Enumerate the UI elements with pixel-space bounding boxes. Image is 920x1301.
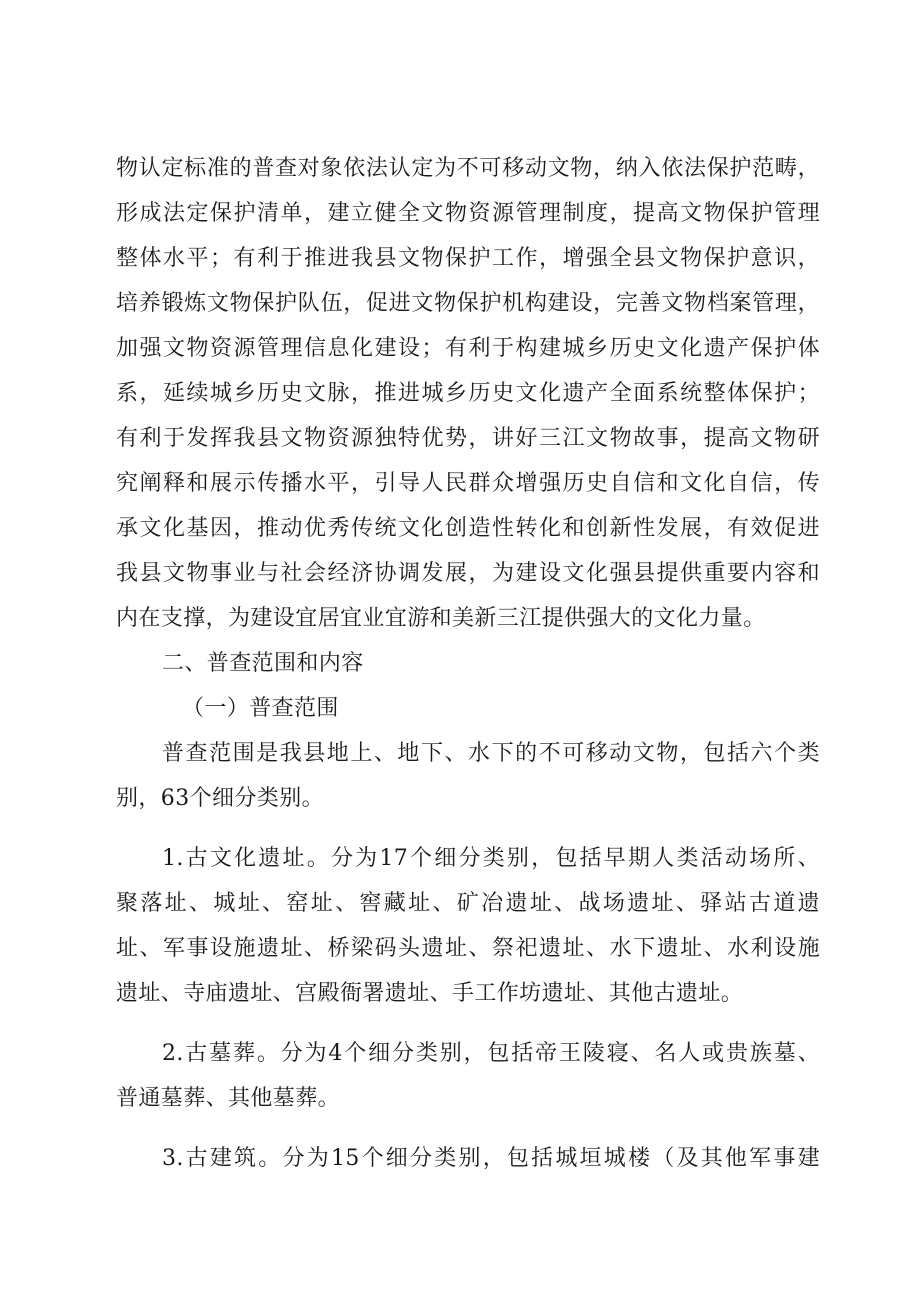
list-item-first-line: 2.古墓葬。分为4个细分类别，包括帝王陵寝、名人或贵族墓、 (162, 1041, 820, 1066)
body-line: 系，延续城乡历史文脉，推进城乡历史文化遗产全面系统整体保护； (116, 381, 820, 406)
body-line: 有利于发挥我县文物资源独特优势，讲好三江文物故事，提高文物研 (116, 426, 820, 451)
body-line: 我县文物事业与社会经济协调发展，为建设文化强县提供重要内容和 (116, 561, 820, 586)
subsection-heading: （一）普查范围 (182, 696, 339, 721)
body-line: 普查范围是我县地上、地下、水下的不可移动文物，包括六个类 (162, 741, 820, 766)
body-line: 址、军事设施遗址、桥梁码头遗址、祭祀遗址、水下遗址、水利设施 (116, 936, 820, 961)
section-heading: 二、普查范围和内容 (162, 651, 364, 676)
list-item-first-line: 1.古文化遗址。分为17个细分类别，包括早期人类活动场所、 (162, 846, 820, 871)
body-line: 承文化基因，推动优秀传统文化创造性转化和创新性发展，有效促进 (116, 516, 820, 541)
body-line: 整体水平；有利于推进我县文物保护工作，增强全县文物保护意识， (116, 246, 820, 271)
body-line: 普通墓葬、其他墓葬。 (116, 1086, 341, 1111)
body-line: 究阐释和展示传播水平，引导人民群众增强历史自信和文化自信，传 (116, 471, 820, 496)
body-line: 培养锻炼文物保护队伍，促进文物保护机构建设，完善文物档案管理， (116, 291, 820, 316)
body-line: 加强文物资源管理信息化建设；有利于构建城乡历史文化遗产保护体 (116, 336, 820, 361)
body-line: 遗址、寺庙遗址、宫殿衙署遗址、手工作坊遗址、其他古遗址。 (116, 981, 744, 1006)
list-item-first-line: 3.古建筑。分为15个细分类别，包括城垣城楼（及其他军事建 (162, 1146, 820, 1171)
body-line: 别，63个细分类别。 (116, 786, 324, 811)
body-line: 内在支撑，为建设宜居宜业宜游和美新三江提供强大的文化力量。 (116, 606, 766, 631)
body-line: 物认定标准的普查对象依法认定为不可移动文物，纳入依法保护范畴， (116, 156, 820, 181)
body-line: 形成法定保护清单，建立健全文物资源管理制度，提高文物保护管理 (116, 201, 820, 226)
body-line: 聚落址、城址、窑址、窖藏址、矿冶遗址、战场遗址、驿站古道遗 (116, 891, 820, 916)
